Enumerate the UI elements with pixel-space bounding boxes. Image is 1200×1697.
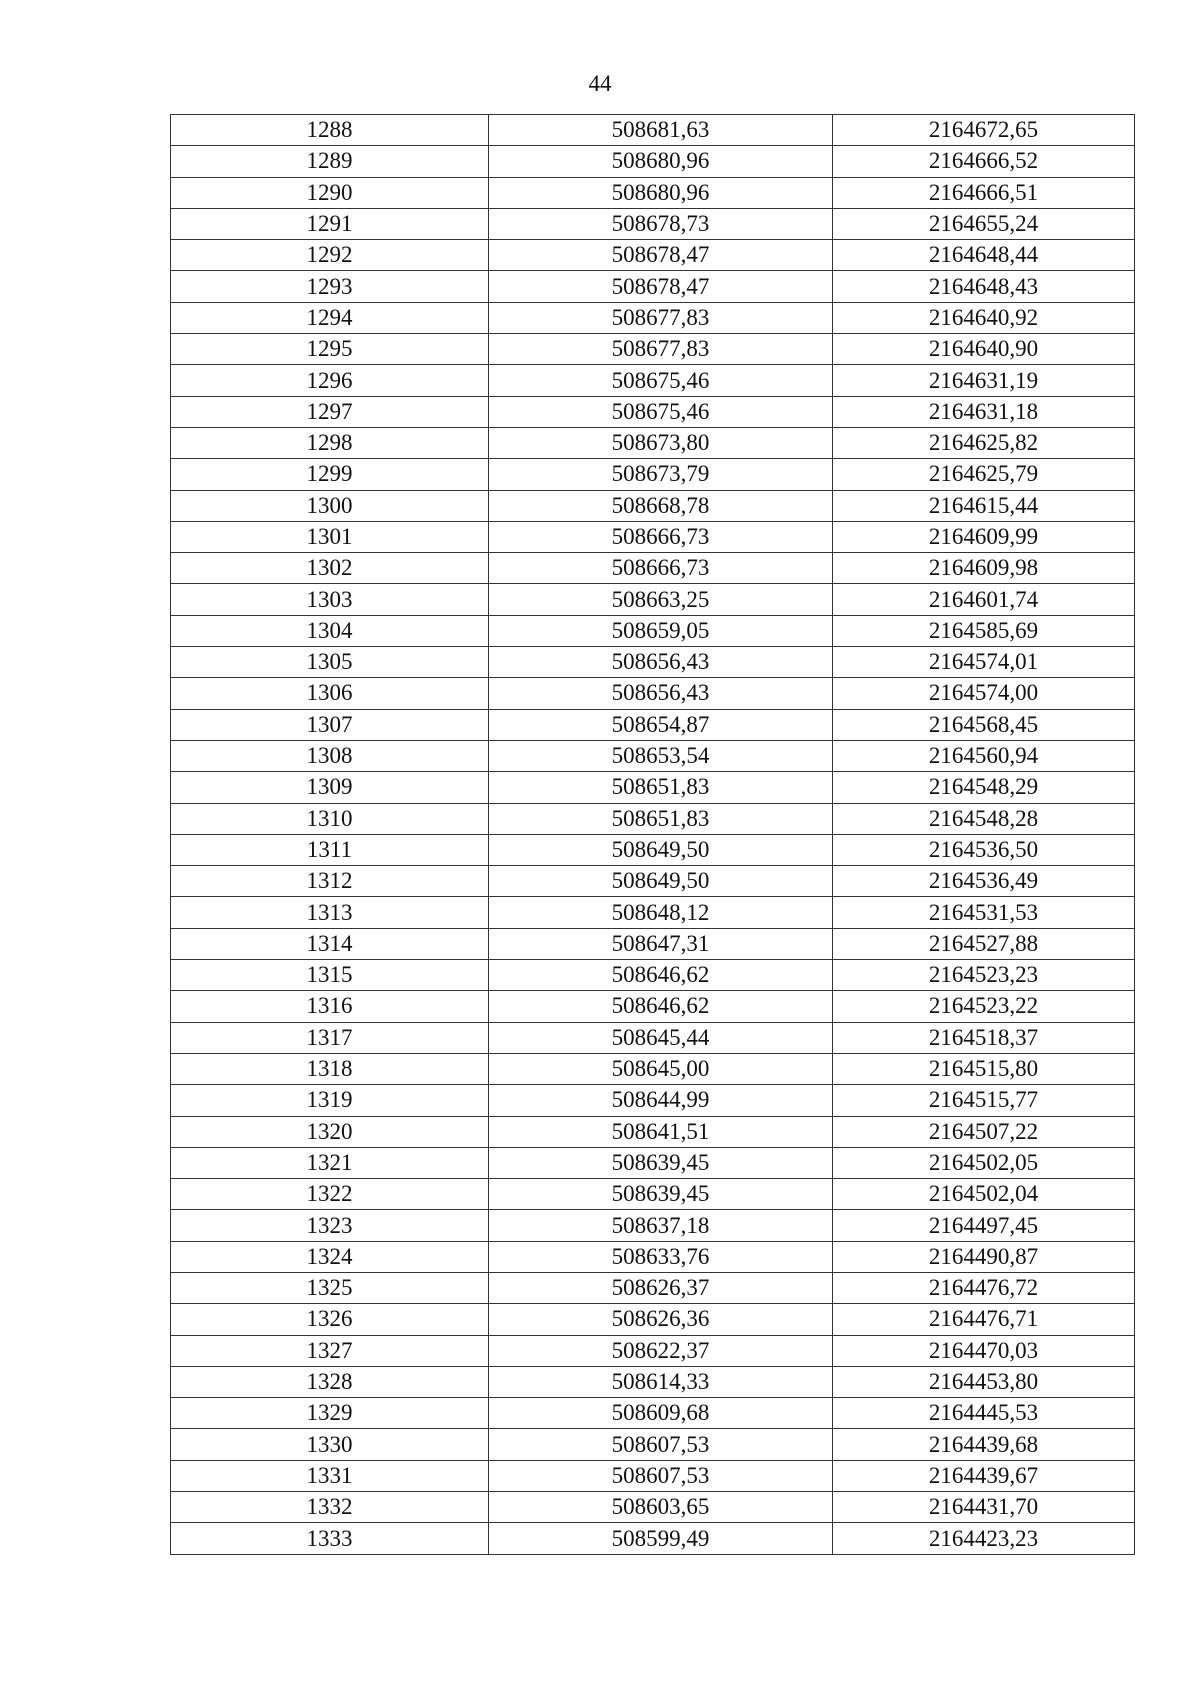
point-number-cell: 1296 xyxy=(171,365,489,396)
y-coordinate-cell: 2164531,53 xyxy=(833,897,1135,928)
x-coordinate-cell: 508647,31 xyxy=(489,928,833,959)
table-row xyxy=(171,584,1135,615)
table-row xyxy=(171,1241,1135,1272)
y-coordinate-cell: 2164518,37 xyxy=(833,1022,1135,1053)
x-coordinate-cell: 508645,00 xyxy=(489,1053,833,1084)
point-number-cell: 1328 xyxy=(171,1366,489,1397)
y-coordinate-cell: 2164527,88 xyxy=(833,928,1135,959)
table-row xyxy=(171,897,1135,928)
y-coordinate-cell: 2164615,44 xyxy=(833,490,1135,521)
x-coordinate-cell: 508668,78 xyxy=(489,490,833,521)
x-coordinate-cell: 508639,45 xyxy=(489,1179,833,1210)
table-row xyxy=(171,553,1135,584)
x-coordinate-cell: 508646,62 xyxy=(489,960,833,991)
y-coordinate-cell: 2164548,28 xyxy=(833,803,1135,834)
table-row xyxy=(171,115,1135,146)
table-row xyxy=(171,1053,1135,1084)
page-number: 44 xyxy=(588,71,612,96)
point-number-cell: 1319 xyxy=(171,1085,489,1116)
y-coordinate-cell: 2164476,72 xyxy=(833,1272,1135,1303)
x-coordinate-cell: 508654,87 xyxy=(489,709,833,740)
y-coordinate-cell: 2164666,51 xyxy=(833,177,1135,208)
table-row xyxy=(171,740,1135,771)
x-coordinate-cell: 508656,43 xyxy=(489,647,833,678)
table-row xyxy=(171,146,1135,177)
table-row xyxy=(171,1210,1135,1241)
table-row xyxy=(171,866,1135,897)
y-coordinate-cell: 2164431,70 xyxy=(833,1492,1135,1523)
x-coordinate-cell: 508607,53 xyxy=(489,1429,833,1460)
point-number-cell: 1307 xyxy=(171,709,489,740)
y-coordinate-cell: 2164625,82 xyxy=(833,427,1135,458)
point-number-cell: 1330 xyxy=(171,1429,489,1460)
y-coordinate-cell: 2164515,77 xyxy=(833,1085,1135,1116)
point-number-cell: 1315 xyxy=(171,960,489,991)
x-coordinate-cell: 508649,50 xyxy=(489,866,833,897)
point-number-cell: 1312 xyxy=(171,866,489,897)
y-coordinate-cell: 2164655,24 xyxy=(833,208,1135,239)
y-coordinate-cell: 2164585,69 xyxy=(833,615,1135,646)
table-row xyxy=(171,1116,1135,1147)
y-coordinate-cell: 2164666,52 xyxy=(833,146,1135,177)
x-coordinate-cell: 508607,53 xyxy=(489,1460,833,1491)
x-coordinate-cell: 508648,12 xyxy=(489,897,833,928)
table-row xyxy=(171,1492,1135,1523)
y-coordinate-cell: 2164523,23 xyxy=(833,960,1135,991)
point-number-cell: 1293 xyxy=(171,271,489,302)
table-row xyxy=(171,334,1135,365)
y-coordinate-cell: 2164648,43 xyxy=(833,271,1135,302)
table-row xyxy=(171,240,1135,271)
table-row xyxy=(171,490,1135,521)
y-coordinate-cell: 2164601,74 xyxy=(833,584,1135,615)
table-row xyxy=(171,1147,1135,1178)
point-number-cell: 1303 xyxy=(171,584,489,615)
y-coordinate-cell: 2164574,01 xyxy=(833,647,1135,678)
x-coordinate-cell: 508641,51 xyxy=(489,1116,833,1147)
x-coordinate-cell: 508659,05 xyxy=(489,615,833,646)
point-number-cell: 1314 xyxy=(171,928,489,959)
point-number-cell: 1304 xyxy=(171,615,489,646)
y-coordinate-cell: 2164445,53 xyxy=(833,1398,1135,1429)
point-number-cell: 1322 xyxy=(171,1179,489,1210)
table-row xyxy=(171,1398,1135,1429)
x-coordinate-cell: 508681,63 xyxy=(489,115,833,146)
y-coordinate-cell: 2164497,45 xyxy=(833,1210,1135,1241)
table-row xyxy=(171,396,1135,427)
table-row xyxy=(171,803,1135,834)
x-coordinate-cell: 508677,83 xyxy=(489,334,833,365)
y-coordinate-cell: 2164423,23 xyxy=(833,1523,1135,1554)
table-row xyxy=(171,1335,1135,1366)
y-coordinate-cell: 2164568,45 xyxy=(833,709,1135,740)
x-coordinate-cell: 508614,33 xyxy=(489,1366,833,1397)
table-row xyxy=(171,678,1135,709)
point-number-cell: 1331 xyxy=(171,1460,489,1491)
y-coordinate-cell: 2164560,94 xyxy=(833,740,1135,771)
y-coordinate-cell: 2164640,92 xyxy=(833,302,1135,333)
y-coordinate-cell: 2164536,50 xyxy=(833,834,1135,865)
point-number-cell: 1329 xyxy=(171,1398,489,1429)
point-number-cell: 1298 xyxy=(171,427,489,458)
point-number-cell: 1308 xyxy=(171,740,489,771)
x-coordinate-cell: 508666,73 xyxy=(489,553,833,584)
point-number-cell: 1333 xyxy=(171,1523,489,1554)
y-coordinate-cell: 2164574,00 xyxy=(833,678,1135,709)
table-row xyxy=(171,960,1135,991)
point-number-cell: 1297 xyxy=(171,396,489,427)
table-row xyxy=(171,647,1135,678)
y-coordinate-cell: 2164470,03 xyxy=(833,1335,1135,1366)
table-row xyxy=(171,772,1135,803)
x-coordinate-cell: 508622,37 xyxy=(489,1335,833,1366)
x-coordinate-cell: 508678,47 xyxy=(489,271,833,302)
point-number-cell: 1313 xyxy=(171,897,489,928)
point-number-cell: 1317 xyxy=(171,1022,489,1053)
point-number-cell: 1321 xyxy=(171,1147,489,1178)
table-row xyxy=(171,1272,1135,1303)
table-row xyxy=(171,1429,1135,1460)
point-number-cell: 1324 xyxy=(171,1241,489,1272)
point-number-cell: 1290 xyxy=(171,177,489,208)
y-coordinate-cell: 2164609,99 xyxy=(833,521,1135,552)
point-number-cell: 1291 xyxy=(171,208,489,239)
coordinates-table xyxy=(170,114,1135,1555)
point-number-cell: 1301 xyxy=(171,521,489,552)
table-row xyxy=(171,1366,1135,1397)
x-coordinate-cell: 508599,49 xyxy=(489,1523,833,1554)
point-number-cell: 1325 xyxy=(171,1272,489,1303)
point-number-cell: 1305 xyxy=(171,647,489,678)
y-coordinate-cell: 2164536,49 xyxy=(833,866,1135,897)
point-number-cell: 1327 xyxy=(171,1335,489,1366)
y-coordinate-cell: 2164672,65 xyxy=(833,115,1135,146)
point-number-cell: 1289 xyxy=(171,146,489,177)
y-coordinate-cell: 2164625,79 xyxy=(833,459,1135,490)
point-number-cell: 1294 xyxy=(171,302,489,333)
x-coordinate-cell: 508639,45 xyxy=(489,1147,833,1178)
y-coordinate-cell: 2164502,05 xyxy=(833,1147,1135,1178)
x-coordinate-cell: 508675,46 xyxy=(489,396,833,427)
y-coordinate-cell: 2164609,98 xyxy=(833,553,1135,584)
y-coordinate-cell: 2164507,22 xyxy=(833,1116,1135,1147)
x-coordinate-cell: 508646,62 xyxy=(489,991,833,1022)
point-number-cell: 1318 xyxy=(171,1053,489,1084)
point-number-cell: 1316 xyxy=(171,991,489,1022)
point-number-cell: 1332 xyxy=(171,1492,489,1523)
y-coordinate-cell: 2164439,68 xyxy=(833,1429,1135,1460)
x-coordinate-cell: 508673,80 xyxy=(489,427,833,458)
y-coordinate-cell: 2164631,18 xyxy=(833,396,1135,427)
table-row xyxy=(171,709,1135,740)
x-coordinate-cell: 508653,54 xyxy=(489,740,833,771)
table-row xyxy=(171,427,1135,458)
x-coordinate-cell: 508603,65 xyxy=(489,1492,833,1523)
y-coordinate-cell: 2164502,04 xyxy=(833,1179,1135,1210)
point-number-cell: 1295 xyxy=(171,334,489,365)
x-coordinate-cell: 508609,68 xyxy=(489,1398,833,1429)
y-coordinate-cell: 2164631,19 xyxy=(833,365,1135,396)
table-row xyxy=(171,521,1135,552)
x-coordinate-cell: 508644,99 xyxy=(489,1085,833,1116)
table-row xyxy=(171,271,1135,302)
y-coordinate-cell: 2164523,22 xyxy=(833,991,1135,1022)
x-coordinate-cell: 508666,73 xyxy=(489,521,833,552)
point-number-cell: 1320 xyxy=(171,1116,489,1147)
table-row xyxy=(171,1304,1135,1335)
table-row xyxy=(171,1085,1135,1116)
point-number-cell: 1292 xyxy=(171,240,489,271)
x-coordinate-cell: 508673,79 xyxy=(489,459,833,490)
point-number-cell: 1288 xyxy=(171,115,489,146)
y-coordinate-cell: 2164648,44 xyxy=(833,240,1135,271)
x-coordinate-cell: 508626,36 xyxy=(489,1304,833,1335)
x-coordinate-cell: 508637,18 xyxy=(489,1210,833,1241)
x-coordinate-cell: 508649,50 xyxy=(489,834,833,865)
table-row xyxy=(171,991,1135,1022)
x-coordinate-cell: 508651,83 xyxy=(489,772,833,803)
table-row xyxy=(171,302,1135,333)
point-number-cell: 1311 xyxy=(171,834,489,865)
point-number-cell: 1310 xyxy=(171,803,489,834)
x-coordinate-cell: 508680,96 xyxy=(489,177,833,208)
x-coordinate-cell: 508645,44 xyxy=(489,1022,833,1053)
y-coordinate-cell: 2164548,29 xyxy=(833,772,1135,803)
point-number-cell: 1323 xyxy=(171,1210,489,1241)
point-number-cell: 1309 xyxy=(171,772,489,803)
point-number-cell: 1326 xyxy=(171,1304,489,1335)
x-coordinate-cell: 508680,96 xyxy=(489,146,833,177)
x-coordinate-cell: 508656,43 xyxy=(489,678,833,709)
table-row xyxy=(171,1179,1135,1210)
x-coordinate-cell: 508678,73 xyxy=(489,208,833,239)
table-row xyxy=(171,177,1135,208)
table-row xyxy=(171,615,1135,646)
y-coordinate-cell: 2164490,87 xyxy=(833,1241,1135,1272)
y-coordinate-cell: 2164476,71 xyxy=(833,1304,1135,1335)
table-row xyxy=(171,928,1135,959)
table-row xyxy=(171,1022,1135,1053)
table-row xyxy=(171,459,1135,490)
x-coordinate-cell: 508678,47 xyxy=(489,240,833,271)
point-number-cell: 1306 xyxy=(171,678,489,709)
x-coordinate-cell: 508651,83 xyxy=(489,803,833,834)
point-number-cell: 1299 xyxy=(171,459,489,490)
table-row xyxy=(171,208,1135,239)
table-row xyxy=(171,834,1135,865)
point-number-cell: 1300 xyxy=(171,490,489,521)
y-coordinate-cell: 2164439,67 xyxy=(833,1460,1135,1491)
x-coordinate-cell: 508675,46 xyxy=(489,365,833,396)
x-coordinate-cell: 508626,37 xyxy=(489,1272,833,1303)
x-coordinate-cell: 508663,25 xyxy=(489,584,833,615)
y-coordinate-cell: 2164515,80 xyxy=(833,1053,1135,1084)
table-row xyxy=(171,365,1135,396)
table-row xyxy=(171,1523,1135,1554)
x-coordinate-cell: 508677,83 xyxy=(489,302,833,333)
y-coordinate-cell: 2164453,80 xyxy=(833,1366,1135,1397)
coordinates-table-body xyxy=(171,115,1135,1555)
point-number-cell: 1302 xyxy=(171,553,489,584)
table-row xyxy=(171,1460,1135,1491)
x-coordinate-cell: 508633,76 xyxy=(489,1241,833,1272)
y-coordinate-cell: 2164640,90 xyxy=(833,334,1135,365)
